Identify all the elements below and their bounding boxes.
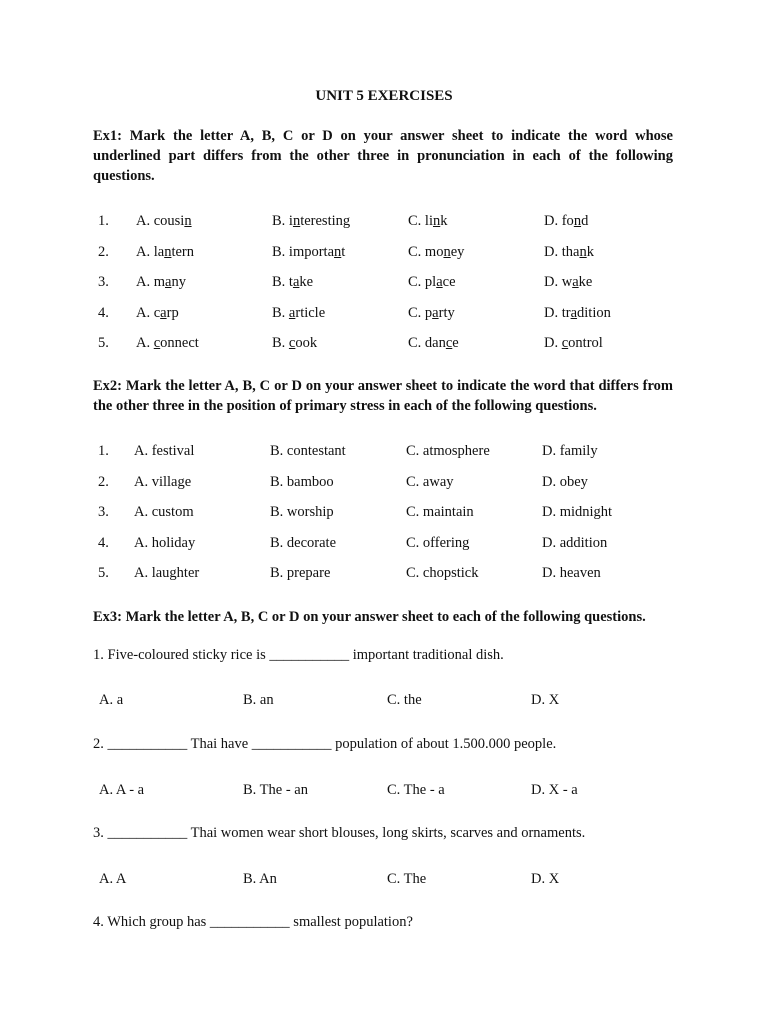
underlined-part: a xyxy=(288,304,296,321)
underlined-part: n xyxy=(164,243,172,260)
option-b xyxy=(272,211,350,231)
underlined-part: n xyxy=(292,213,301,229)
underlined-part: n xyxy=(579,243,587,260)
option-a: A. village xyxy=(134,473,192,490)
option-c: C. atmosphere xyxy=(406,443,490,459)
option-a: A. holiday xyxy=(134,534,196,551)
option-text-part: B. xyxy=(272,304,289,321)
option-a: A. laughter xyxy=(134,565,200,581)
underlined-part: n xyxy=(184,213,192,229)
ex1-instruction: Ex1: Mark the letter A, B, C or D on your answer sheet to indicate the word whose underlined part differs from the other three in pronunciation in each of the following questions. xyxy=(93,128,673,184)
option-text-part: A. m xyxy=(136,274,165,290)
option-text-part: A. xyxy=(136,335,154,351)
option-b xyxy=(272,333,317,353)
option-d: D. X - a xyxy=(531,782,578,798)
option-text-part: ey xyxy=(450,243,465,260)
option-text-part: rticle xyxy=(295,304,326,321)
option-text-part: D. tha xyxy=(544,243,580,260)
option-a: A. custom xyxy=(134,504,194,520)
question-number: 3. xyxy=(98,274,109,290)
option-d xyxy=(544,333,603,353)
option-d: D. obey xyxy=(542,473,588,490)
option-text-part: C. li xyxy=(408,213,433,229)
option-text-part: D. xyxy=(544,335,562,351)
question-number: 1. xyxy=(98,213,109,229)
option-c: C. maintain xyxy=(406,504,474,520)
option-c: C. The - a xyxy=(387,782,445,798)
option-c: C. the xyxy=(387,692,422,708)
option-d xyxy=(544,211,588,231)
option-text-part: e xyxy=(452,335,459,351)
option-a xyxy=(136,333,199,353)
option-d: D. X xyxy=(531,871,560,887)
underlined-part: c xyxy=(561,335,569,351)
option-b xyxy=(272,303,325,323)
ex2-row xyxy=(0,502,768,522)
question-number: 1. xyxy=(98,443,109,459)
ex1-row xyxy=(0,211,768,231)
ex3-options-1 xyxy=(0,690,768,710)
option-a xyxy=(136,211,192,231)
option-text-part: ke xyxy=(299,274,314,290)
option-text-part: D. fo xyxy=(544,213,574,229)
option-text-part: A. cousi xyxy=(136,213,185,229)
ex1-row xyxy=(0,303,768,323)
option-c: C. The xyxy=(387,871,427,887)
option-text-part: rty xyxy=(438,304,455,321)
option-text-part: C. p xyxy=(408,304,433,321)
option-text-part: C. mo xyxy=(408,243,444,260)
option-b xyxy=(272,242,345,262)
option-b: B. bamboo xyxy=(270,473,334,490)
underlined-part: a xyxy=(436,274,443,290)
option-text-part: ook xyxy=(295,335,318,351)
ex3-question-3: 3. ___________ Thai women wear short blouses, long skirts, scarves and ornaments. xyxy=(93,825,586,841)
option-text-part: t xyxy=(341,243,346,260)
ex2-row xyxy=(0,533,768,553)
option-c xyxy=(408,272,456,292)
option-text-part: C. pl xyxy=(408,274,437,290)
question-number: 4. xyxy=(98,534,109,551)
ex3-options-2 xyxy=(0,780,768,800)
option-b: B. decorate xyxy=(270,534,337,551)
option-text-part: onnect xyxy=(160,335,199,351)
option-text-part: ontrol xyxy=(568,335,603,351)
underlined-part: c xyxy=(445,335,453,351)
option-d xyxy=(544,242,594,262)
option-text-part: C. dan xyxy=(408,335,446,351)
option-c xyxy=(408,303,455,323)
question-number: 2. xyxy=(98,243,109,260)
ex1-row xyxy=(0,242,768,262)
option-text-part: A. la xyxy=(136,243,165,260)
option-a: A. A - a xyxy=(99,782,145,798)
question-number: 5. xyxy=(98,335,109,351)
ex3-instruction: Ex3: Mark the letter A, B, C or D on your answer sheet to each of the following questions. xyxy=(93,609,646,625)
page-title: UNIT 5 EXERCISES xyxy=(315,88,453,104)
option-text-part: B. i xyxy=(272,213,293,229)
option-text-part: B. t xyxy=(272,274,293,290)
option-text-part: B. importa xyxy=(272,243,335,260)
underlined-part: a xyxy=(572,274,579,290)
option-b: B. worship xyxy=(270,504,334,520)
underlined-part: n xyxy=(443,243,451,260)
underlined-part: n xyxy=(432,213,441,229)
option-b: B. prepare xyxy=(270,565,331,581)
option-b: B. contestant xyxy=(270,443,346,459)
option-text-part: D. w xyxy=(544,274,573,290)
option-a: A. A xyxy=(99,871,127,887)
option-d: D. family xyxy=(542,443,598,459)
ex1-row xyxy=(0,272,768,292)
underlined-part: n xyxy=(334,243,342,260)
underlined-part: c xyxy=(288,335,296,351)
option-text-part: k xyxy=(440,213,448,229)
option-c: C. away xyxy=(406,473,454,490)
option-a xyxy=(136,272,186,292)
ex3-question-1: 1. Five-coloured sticky rice is ___________ important traditional dish. xyxy=(93,647,504,663)
option-a xyxy=(136,242,194,262)
question-number: 5. xyxy=(98,565,109,581)
option-text-part: A. c xyxy=(136,304,161,321)
option-c xyxy=(408,211,447,231)
option-b: B. The - an xyxy=(243,782,308,798)
ex1-row xyxy=(0,333,768,353)
option-text-part: k xyxy=(586,243,594,260)
option-d xyxy=(544,303,611,323)
option-text-part: d xyxy=(581,213,589,229)
question-number: 4. xyxy=(98,304,109,321)
underlined-part: a xyxy=(432,304,439,321)
question-number: 3. xyxy=(98,504,109,520)
ex2-instruction: Ex2: Mark the letter A, B, C or D on your answer sheet to indicate the word that differs from the other three in the position of primary stress in each of the following questions. xyxy=(93,378,673,414)
option-text-part: tern xyxy=(171,243,194,260)
underlined-part: a xyxy=(292,274,300,290)
option-d: D. heaven xyxy=(542,565,601,581)
option-text-part: B. xyxy=(272,335,289,351)
option-a: A. festival xyxy=(134,443,195,459)
option-b: B. an xyxy=(243,692,274,708)
ex2-row xyxy=(0,563,768,583)
question-number: 2. xyxy=(98,473,109,490)
ex3-question-2: 2. ___________ Thai have ___________ population of about 1.500.000 people. xyxy=(93,736,557,752)
option-text-part: ce xyxy=(442,274,456,290)
option-a: A. a xyxy=(99,692,124,708)
option-a xyxy=(136,303,179,323)
option-d: D. X xyxy=(531,692,560,708)
option-text-part: D. tr xyxy=(544,304,571,321)
option-d xyxy=(544,272,592,292)
option-b xyxy=(272,272,313,292)
option-text-part: teresting xyxy=(300,213,351,229)
option-text-part: dition xyxy=(577,304,611,321)
option-text-part: ny xyxy=(171,274,186,290)
ex2-row xyxy=(0,472,768,492)
underlined-part: c xyxy=(153,335,161,351)
option-c: C. chopstick xyxy=(406,565,479,581)
option-c: C. offering xyxy=(406,534,470,551)
ex3-options-3 xyxy=(0,869,768,889)
underlined-part: n xyxy=(573,213,582,229)
option-text-part: rp xyxy=(166,304,179,321)
option-b: B. An xyxy=(243,871,277,887)
option-d: D. addition xyxy=(542,534,608,551)
option-c xyxy=(408,333,459,353)
underlined-part: a xyxy=(165,274,172,290)
option-text-part: ke xyxy=(578,274,593,290)
ex3-question-4: 4. Which group has ___________ smallest population? xyxy=(93,914,413,930)
underlined-part: a xyxy=(160,304,167,321)
underlined-part: a xyxy=(570,304,578,321)
option-c xyxy=(408,242,464,262)
option-d: D. midnight xyxy=(542,504,613,520)
ex2-row xyxy=(0,441,768,461)
